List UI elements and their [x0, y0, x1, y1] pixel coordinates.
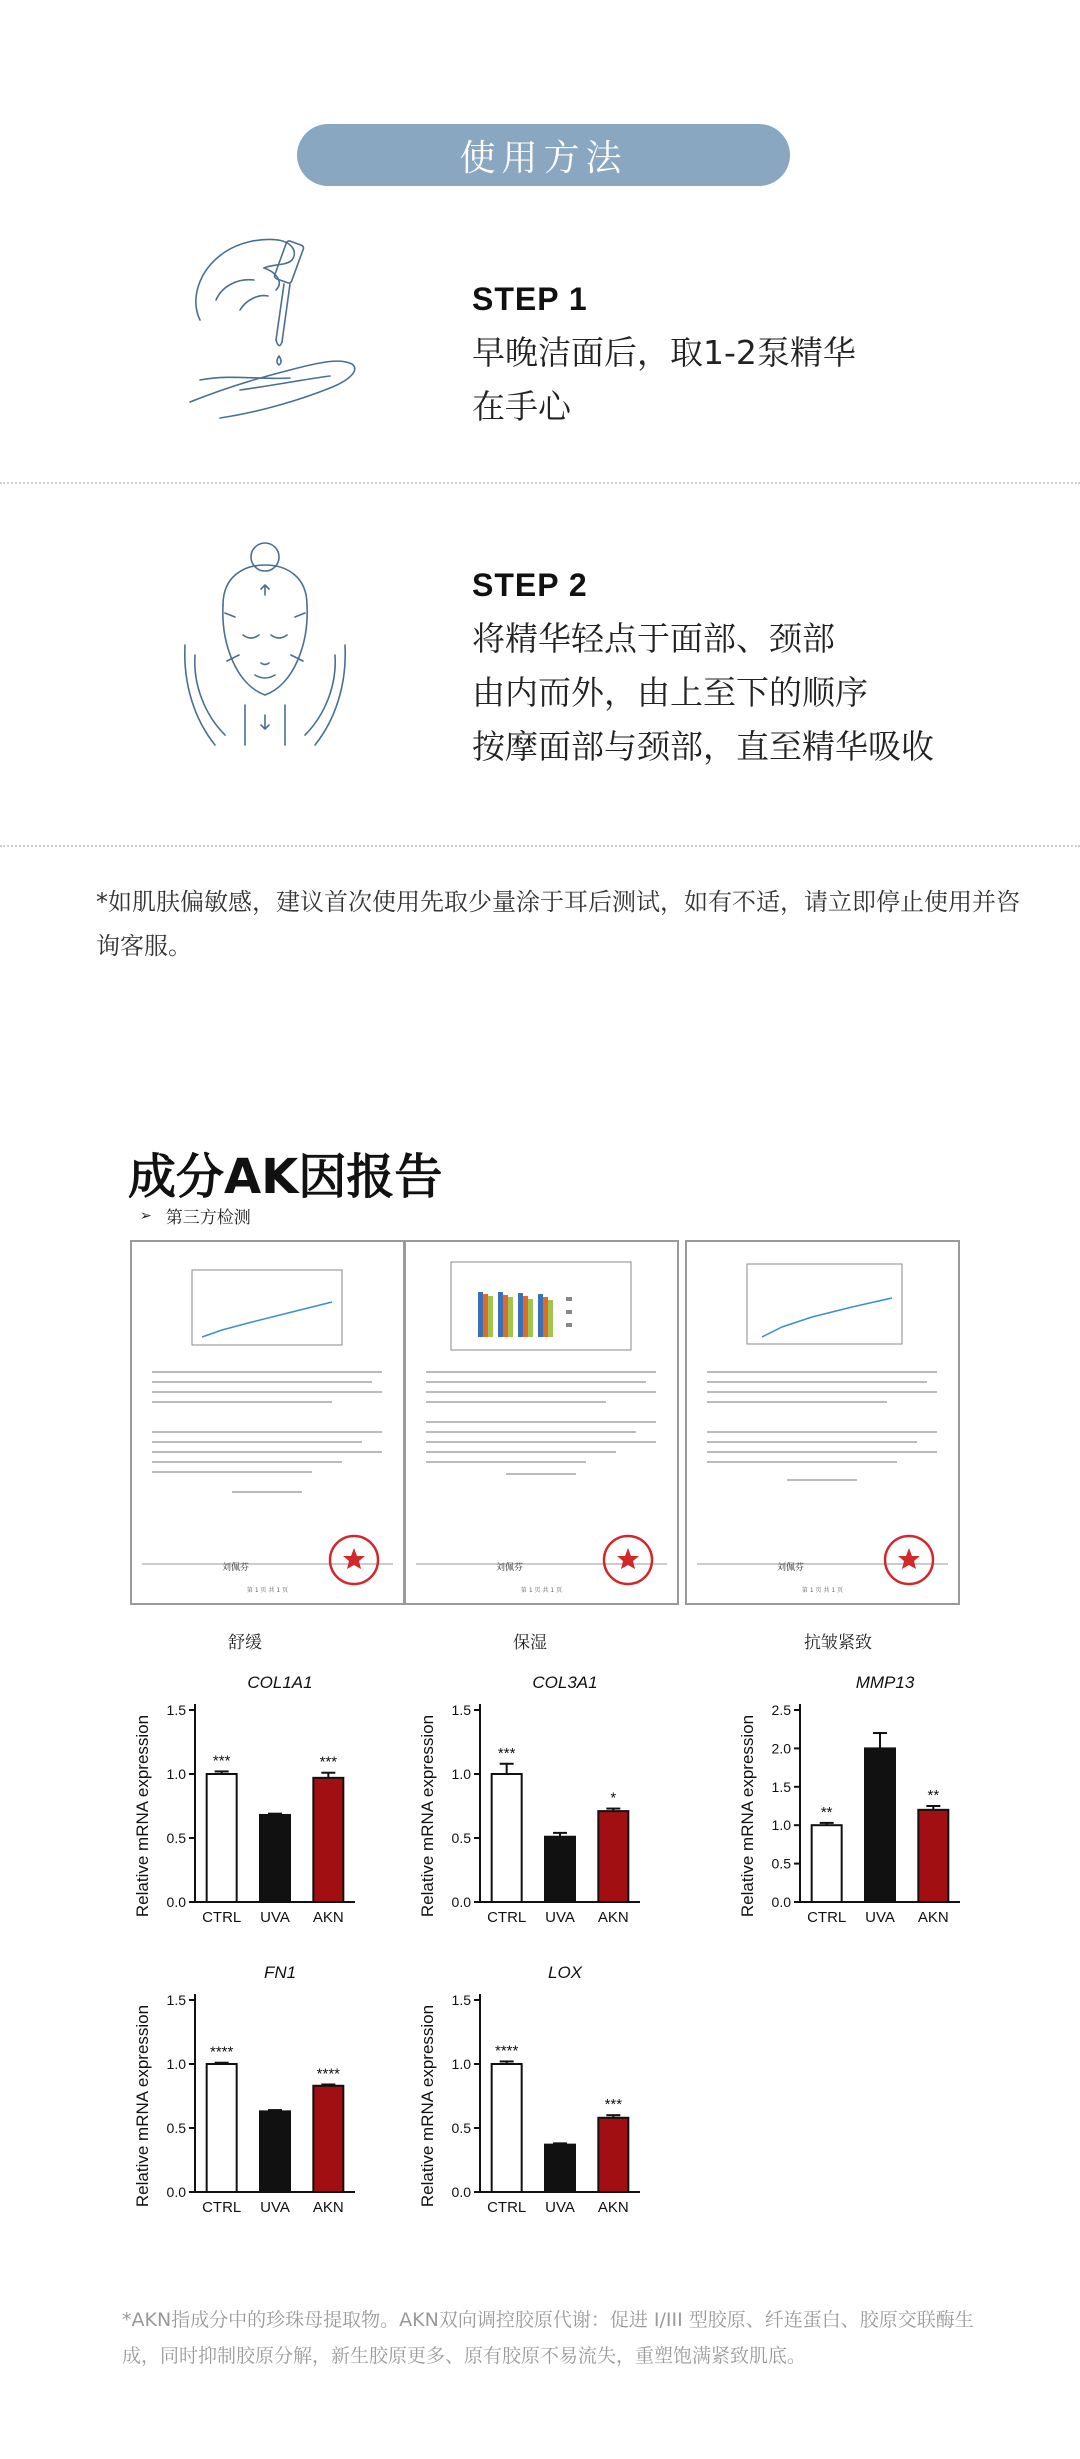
- significance-label: **: [927, 1787, 940, 1804]
- y-tick-label: 0.0: [771, 1894, 791, 1910]
- y-tick-label: 0.5: [166, 1830, 186, 1846]
- arrow-right-icon: ➢: [140, 1207, 152, 1224]
- x-tick-label: UVA: [260, 2199, 290, 2216]
- y-tick-label: 2.0: [771, 1740, 791, 1757]
- y-tick-label: 1.0: [166, 1766, 186, 1782]
- report-2-page-footer: 第 1 页 共 1 页: [520, 1587, 563, 1594]
- report-section-title: 成分AK因报告: [128, 1149, 443, 1205]
- report-label-anti-wrinkle: 抗皱紧致: [804, 1633, 872, 1653]
- x-tick-label: CTRL: [202, 1909, 242, 1926]
- bar-ctrl: [492, 1774, 522, 1902]
- bar-ctrl: [207, 1774, 237, 1902]
- report-1-signature: 刘佩芬: [222, 1563, 250, 1573]
- significance-label: ***: [212, 1752, 231, 1770]
- x-tick-label: UVA: [260, 1909, 290, 1926]
- x-tick-label: CTRL: [487, 2199, 527, 2216]
- significance-label: ***: [604, 2096, 623, 2114]
- face-massage-illustration: [165, 535, 365, 765]
- y-tick-label: 0.5: [166, 2120, 186, 2136]
- report-1-page-footer: 第 1 页 共 1 页: [246, 1587, 289, 1594]
- y-tick-label: 0.5: [451, 2120, 471, 2136]
- x-tick-label: CTRL: [202, 2199, 242, 2216]
- significance-label: *: [610, 1789, 617, 1807]
- significance-label: ***: [319, 1753, 338, 1771]
- bar-uva: [545, 2145, 575, 2192]
- divider-2: [0, 845, 1080, 847]
- report-3-page-footer: 第 1 页 共 1 页: [801, 1587, 844, 1594]
- report-3-signature: 刘佩芬: [777, 1563, 805, 1573]
- chart-col3a1: [415, 1670, 655, 1940]
- bar-uva: [865, 1748, 895, 1902]
- y-tick-label: 1.0: [451, 1766, 471, 1782]
- step-1-line-1: 早晚洁面后，取1-2泵精华: [472, 333, 856, 372]
- y-axis-label: Relative mRNA expression: [738, 1714, 757, 1918]
- akn-footnote: *AKN指成分中的珍珠母提取物。AKN双向调控胶原代谢：促进 I/III 型胶原、纤连蛋白、胶原交联酶生成，同时抑制胶原分解，新生胶原更多、原有胶原不易流失，重塑饱满紧致肌底。: [122, 2309, 974, 2367]
- bar-ctrl: [812, 1825, 842, 1902]
- chart-mmp13: [735, 1670, 975, 1940]
- report-subtitle: [140, 1203, 251, 1228]
- significance-label: ****: [494, 2042, 519, 2060]
- divider-1: [0, 482, 1080, 484]
- chart-title: COL1A1: [247, 1673, 313, 1692]
- chart-fn1: [130, 1960, 370, 2230]
- chart-title: MMP13: [855, 1673, 915, 1692]
- y-tick-label: 1.5: [771, 1778, 791, 1795]
- significance-label: ****: [316, 2065, 341, 2083]
- report-2-signature: 刘佩芬: [496, 1563, 524, 1573]
- y-tick-label: 1.5: [166, 1702, 186, 1718]
- significance-label: ****: [209, 2043, 234, 2061]
- x-tick-label: AKN: [917, 1909, 949, 1926]
- x-tick-label: AKN: [312, 2199, 344, 2216]
- y-tick-label: 2.5: [771, 1702, 791, 1718]
- chart-title: LOX: [547, 1963, 583, 1982]
- y-tick-label: 0.0: [451, 1894, 471, 1910]
- y-tick-label: 1.0: [771, 1817, 791, 1834]
- significance-label: **: [820, 1803, 833, 1821]
- y-tick-label: 1.5: [451, 1992, 471, 2008]
- bar-ctrl: [207, 2064, 237, 2192]
- x-tick-label: AKN: [312, 1909, 344, 1926]
- y-axis-label: Relative mRNA expression: [418, 2004, 437, 2208]
- bar-akn: [918, 1810, 948, 1902]
- y-tick-label: 1.5: [166, 1992, 186, 2008]
- step-2-line-3: 按摩面部与颈部，直至精华吸收: [472, 727, 934, 766]
- chart-title: COL3A1: [532, 1673, 598, 1692]
- bar-akn: [598, 2118, 628, 2192]
- report-label-hydrating: 保湿: [513, 1633, 547, 1653]
- bar-akn: [313, 1778, 343, 1902]
- x-tick-label: UVA: [545, 2199, 575, 2216]
- bar-uva: [545, 1837, 575, 1902]
- y-tick-label: 0.5: [771, 1855, 791, 1872]
- x-tick-label: AKN: [597, 2199, 629, 2216]
- step-2-title: STEP 2: [472, 567, 588, 603]
- y-tick-label: 1.0: [451, 2056, 471, 2072]
- x-tick-label: UVA: [865, 1909, 895, 1926]
- bar-uva: [260, 1815, 290, 1902]
- y-axis-label: Relative mRNA expression: [133, 2004, 152, 2208]
- report-document-3: [685, 1240, 960, 1605]
- step-1-line-2: 在手心: [472, 387, 571, 426]
- report-label-soothing: 舒缓: [228, 1633, 262, 1653]
- x-tick-label: CTRL: [807, 1909, 847, 1926]
- y-tick-label: 0.0: [166, 1894, 186, 1910]
- report-document-1: [130, 1240, 405, 1605]
- usage-section-title: 使用方法: [297, 124, 790, 186]
- chart-title: FN1: [263, 1963, 297, 1982]
- chart-lox: [415, 1960, 655, 2230]
- y-tick-label: 0.5: [451, 1830, 471, 1846]
- step-1-title: STEP 1: [472, 281, 588, 317]
- bar-akn: [313, 2086, 343, 2192]
- y-tick-label: 1.0: [166, 2056, 186, 2072]
- step-2-line-1: 将精华轻点于面部、颈部: [472, 619, 835, 658]
- sensitivity-note: *如肌肤偏敏感，建议首次使用先取少量涂于耳后测试，如有不适，请立即停止使用并咨询客服。: [96, 888, 1020, 960]
- bar-akn: [598, 1811, 628, 1902]
- y-axis-label: Relative mRNA expression: [418, 1714, 437, 1918]
- y-tick-label: 1.5: [451, 1702, 471, 1718]
- step-2-line-2: 由内而外，由上至下的顺序: [472, 673, 868, 712]
- y-axis-label: Relative mRNA expression: [133, 1714, 152, 1918]
- dropper-hands-illustration: [180, 230, 370, 430]
- bar-ctrl: [492, 2064, 522, 2192]
- chart-col1a1: [130, 1670, 370, 1940]
- significance-label: ***: [497, 1744, 516, 1762]
- report-document-2: [404, 1240, 679, 1605]
- x-tick-label: UVA: [545, 1909, 575, 1926]
- y-tick-label: 0.0: [451, 2184, 471, 2200]
- y-tick-label: 0.0: [166, 2184, 186, 2200]
- report-subtitle-text: 第三方检测: [165, 1208, 251, 1228]
- x-tick-label: AKN: [597, 1909, 629, 1926]
- x-tick-label: CTRL: [487, 1909, 527, 1926]
- bar-uva: [260, 2111, 290, 2192]
